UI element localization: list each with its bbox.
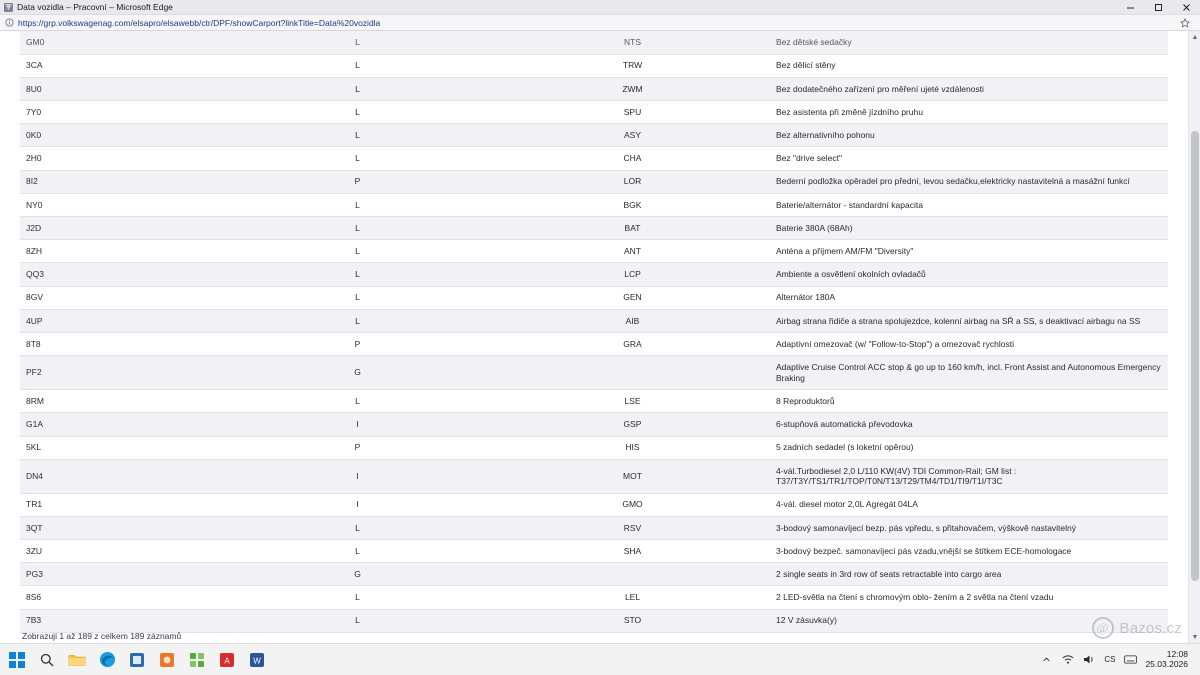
minimize-button[interactable]	[1116, 0, 1144, 15]
cell-flag: L	[220, 54, 495, 77]
volume-icon[interactable]	[1082, 653, 1095, 666]
cell-code: 3ZU	[20, 540, 220, 563]
cell-code: 8U0	[20, 77, 220, 100]
scroll-down-arrow[interactable]: ▼	[1191, 633, 1199, 641]
table-row[interactable]	[20, 309, 1168, 332]
table-row[interactable]	[20, 540, 1168, 563]
cell-group: CHA	[495, 147, 770, 170]
watermark-text: Bazos.cz	[1119, 619, 1182, 637]
cell-group: ZWM	[495, 77, 770, 100]
cell-group: SPU	[495, 101, 770, 124]
cell-flag: L	[220, 586, 495, 609]
table-row[interactable]	[20, 101, 1168, 124]
app-button-2[interactable]	[156, 649, 178, 671]
app-icon-blue	[129, 652, 145, 668]
table-row[interactable]	[20, 436, 1168, 459]
taskbar-apps	[6, 649, 268, 671]
cell-flag: L	[220, 240, 495, 263]
close-button[interactable]	[1172, 0, 1200, 15]
cell-flag: L	[220, 516, 495, 539]
cell-group: BGK	[495, 193, 770, 216]
cell-flag: L	[220, 77, 495, 100]
cell-description: 4-vál.Turbodiesel 2,0 L/110 KW(4V) TDI Common-Rail; GM list : T37/T3Y/TS1/TR1/TOP/T0N/T13/T29/TM4/TD1/TI9/T1I/T3C	[770, 459, 1168, 493]
cell-code: GM0	[20, 31, 220, 54]
cell-description: Ambiente a osvětlení okolních ovladačů	[770, 263, 1168, 286]
record-count-label: Zobrazuji 1 až 189 z celkem 189 záznamů	[22, 631, 182, 641]
cell-flag: L	[220, 193, 495, 216]
cell-flag: L	[220, 217, 495, 240]
cell-description: Bez asistenta při změně jízdního pruhu	[770, 101, 1168, 124]
cell-flag: L	[220, 124, 495, 147]
cell-code: 0K0	[20, 124, 220, 147]
cell-group: BAT	[495, 217, 770, 240]
cell-description: Anténa a příjmem AM/FM "Diversity"	[770, 240, 1168, 263]
cell-description: 3-bodový bezpeč. samonavíjecí pás vzadu,vnější se štítkem ECE-homologace	[770, 540, 1168, 563]
cell-group: ASY	[495, 124, 770, 147]
cell-group: TRW	[495, 54, 770, 77]
keyboard-icon[interactable]	[1124, 653, 1137, 666]
table-row[interactable]	[20, 563, 1168, 586]
cell-code: 4UP	[20, 309, 220, 332]
file-explorer-button[interactable]	[66, 649, 88, 671]
cell-description: Alternátor 180A	[770, 286, 1168, 309]
cell-group	[495, 563, 770, 586]
cell-code: DN4	[20, 459, 220, 493]
cell-description: Baterie/alternátor - standardní kapacita	[770, 193, 1168, 216]
table-row[interactable]	[20, 516, 1168, 539]
clock-date: 25.03.2026	[1145, 658, 1188, 669]
table-row[interactable]	[20, 286, 1168, 309]
cell-description: Bez alternativního pohonu	[770, 124, 1168, 147]
cell-code: QQ3	[20, 263, 220, 286]
vertical-scrollbar[interactable]	[1188, 31, 1200, 643]
table-row[interactable]	[20, 170, 1168, 193]
cell-description: 5 zadních sedadel (s loketní opěrou)	[770, 436, 1168, 459]
address-bar-actions	[1180, 18, 1196, 28]
url-text: https://grp.volkswagenag.com/elsapro/elsawebb/ctr/DPF/showCarport?linkTitle=Data%20vozidla	[18, 17, 381, 28]
cell-code: 2H0	[20, 147, 220, 170]
table-row[interactable]	[20, 609, 1168, 632]
table-row[interactable]	[20, 459, 1168, 493]
cell-group: LEL	[495, 586, 770, 609]
cell-description: Bez dodatečného zařízení pro měření ujeté vzdálenosti	[770, 77, 1168, 100]
table-row[interactable]	[20, 217, 1168, 240]
vehicle-data-table	[20, 31, 1168, 633]
cell-description: 3-bodový samonavíjecí bezp. pás vpředu, s přitahovačem, výškově nastavitelný	[770, 516, 1168, 539]
page-content	[0, 31, 1200, 643]
app-button-1[interactable]	[126, 649, 148, 671]
cell-group: NTS	[495, 31, 770, 54]
start-button[interactable]	[6, 649, 28, 671]
cell-group: LSE	[495, 390, 770, 413]
table-row[interactable]	[20, 413, 1168, 436]
cell-code: 8GV	[20, 286, 220, 309]
cell-group: GMO	[495, 493, 770, 516]
window-title: Data vozidla – Pracovní – Microsoft Edge	[17, 2, 173, 12]
cell-flag: L	[220, 147, 495, 170]
cell-flag: P	[220, 170, 495, 193]
table-row[interactable]	[20, 124, 1168, 147]
table-row[interactable]	[20, 77, 1168, 100]
search-icon	[39, 652, 55, 668]
table-body	[20, 31, 1168, 632]
cell-code: J2D	[20, 217, 220, 240]
cell-description: Bez dělicí stěny	[770, 54, 1168, 77]
cell-description: Bez "drive select"	[770, 147, 1168, 170]
cell-flag: P	[220, 332, 495, 355]
search-button[interactable]	[36, 649, 58, 671]
cell-flag: L	[220, 31, 495, 54]
window-controls	[1116, 0, 1200, 14]
cell-description: Adaptivní omezovač (w/ "Follow-to-Stop") a omezovač rychlosti	[770, 332, 1168, 355]
taskbar	[0, 643, 1200, 675]
cell-flag: I	[220, 459, 495, 493]
scroll-up-arrow[interactable]: ▲	[1191, 33, 1199, 41]
edge-icon	[99, 651, 116, 668]
edge-button[interactable]	[96, 649, 118, 671]
cell-flag: G	[220, 356, 495, 390]
cell-group	[495, 356, 770, 390]
cell-group: ANT	[495, 240, 770, 263]
edge-icon	[4, 3, 13, 12]
cell-group: RSV	[495, 516, 770, 539]
table-row[interactable]	[20, 263, 1168, 286]
table-row[interactable]	[20, 193, 1168, 216]
cell-group: LCP	[495, 263, 770, 286]
cell-code: 7Y0	[20, 101, 220, 124]
cell-code: PF2	[20, 356, 220, 390]
cell-code: G1A	[20, 413, 220, 436]
word-button[interactable]	[246, 649, 268, 671]
cell-code: 8RM	[20, 390, 220, 413]
favorites-icon[interactable]	[1180, 18, 1190, 28]
address-bar[interactable]	[0, 15, 1200, 31]
maximize-button[interactable]	[1144, 0, 1172, 15]
browser-titlebar	[0, 0, 1200, 15]
cell-code: NY0	[20, 193, 220, 216]
table-row[interactable]	[20, 390, 1168, 413]
cell-code: 8ZH	[20, 240, 220, 263]
cell-description: Adaptive Cruise Control ACC stop & go up to 160 km/h, incl. Front Assist and Autonomous Emergency Braking	[770, 356, 1168, 390]
cell-description: 4-vál. diesel motor 2,0L Agregát 04LA	[770, 493, 1168, 516]
cell-description: Baterie 380A (68Ah)	[770, 217, 1168, 240]
table-scroll-area	[0, 31, 1188, 643]
cell-flag: P	[220, 436, 495, 459]
cell-group: AIB	[495, 309, 770, 332]
cell-code: TR1	[20, 493, 220, 516]
system-tray	[1040, 650, 1194, 670]
cell-description: 2 LED-světla na čtení s chromovým oblo- žením a 2 světla na čtení vzadu	[770, 586, 1168, 609]
cell-code: 5KL	[20, 436, 220, 459]
table-row[interactable]	[20, 586, 1168, 609]
cell-code: 8I2	[20, 170, 220, 193]
svg-text:A: A	[224, 656, 230, 665]
table-row[interactable]	[20, 31, 1168, 54]
info-icon	[4, 18, 14, 28]
cell-description: 12 V zásuvka(y)	[770, 609, 1168, 632]
cell-group: SHA	[495, 540, 770, 563]
table-row[interactable]	[20, 332, 1168, 355]
cell-group: GSP	[495, 413, 770, 436]
app-icon-green	[189, 652, 205, 668]
cell-code: 7B3	[20, 609, 220, 632]
cell-flag: G	[220, 563, 495, 586]
cell-flag: L	[220, 101, 495, 124]
cell-flag: L	[220, 540, 495, 563]
word-icon	[249, 652, 265, 668]
network-icon[interactable]	[1061, 653, 1074, 666]
cell-code: PG3	[20, 563, 220, 586]
cell-group: MOT	[495, 459, 770, 493]
cell-flag: L	[220, 263, 495, 286]
at-sign-icon: @	[1092, 617, 1114, 639]
acrobat-button[interactable]	[216, 649, 238, 671]
folder-icon	[68, 652, 86, 668]
cell-description: 8 Reproduktorů	[770, 390, 1168, 413]
table-row[interactable]	[20, 356, 1168, 390]
cell-group: GEN	[495, 286, 770, 309]
cell-code: 3CA	[20, 54, 220, 77]
cell-code: 3QT	[20, 516, 220, 539]
cell-flag: L	[220, 609, 495, 632]
app-button-3[interactable]	[186, 649, 208, 671]
table-row[interactable]	[20, 147, 1168, 170]
table-row[interactable]	[20, 54, 1168, 77]
acrobat-icon	[219, 652, 235, 668]
windows-logo-icon	[9, 652, 25, 668]
cell-code: 8T8	[20, 332, 220, 355]
app-icon-orange	[159, 652, 175, 668]
cell-group: STO	[495, 609, 770, 632]
cell-description: Bederní podložka opěradel pro přední, levou sedačku,elektricky nastavitelná a masážní funkcí	[770, 170, 1168, 193]
scrollbar-thumb[interactable]	[1191, 131, 1199, 581]
table-row[interactable]	[20, 493, 1168, 516]
table-row[interactable]	[20, 240, 1168, 263]
cell-description: Airbag strana řidiče a strana spolujezdce, kolenní airbag na SŘ a SS, s deaktivací airbagu na SS	[770, 309, 1168, 332]
cell-group: LOR	[495, 170, 770, 193]
cell-flag: I	[220, 493, 495, 516]
cell-flag: L	[220, 286, 495, 309]
clock[interactable]	[1145, 650, 1188, 670]
cell-flag: L	[220, 309, 495, 332]
cell-group: GRA	[495, 332, 770, 355]
svg-text:W: W	[253, 656, 261, 665]
cell-flag: L	[220, 390, 495, 413]
cell-description: 6-stupňová automatická převodovka	[770, 413, 1168, 436]
cell-flag: I	[220, 413, 495, 436]
clock-time: 12:08	[1166, 648, 1188, 659]
cell-description: 2 single seats in 3rd row of seats retractable into cargo area	[770, 563, 1168, 586]
cell-description: Bez dětské sedačky	[770, 31, 1168, 54]
language-indicator[interactable]: CS	[1104, 655, 1116, 664]
cell-code: 8S6	[20, 586, 220, 609]
chevron-up-icon[interactable]	[1040, 653, 1053, 666]
cell-group: HIS	[495, 436, 770, 459]
